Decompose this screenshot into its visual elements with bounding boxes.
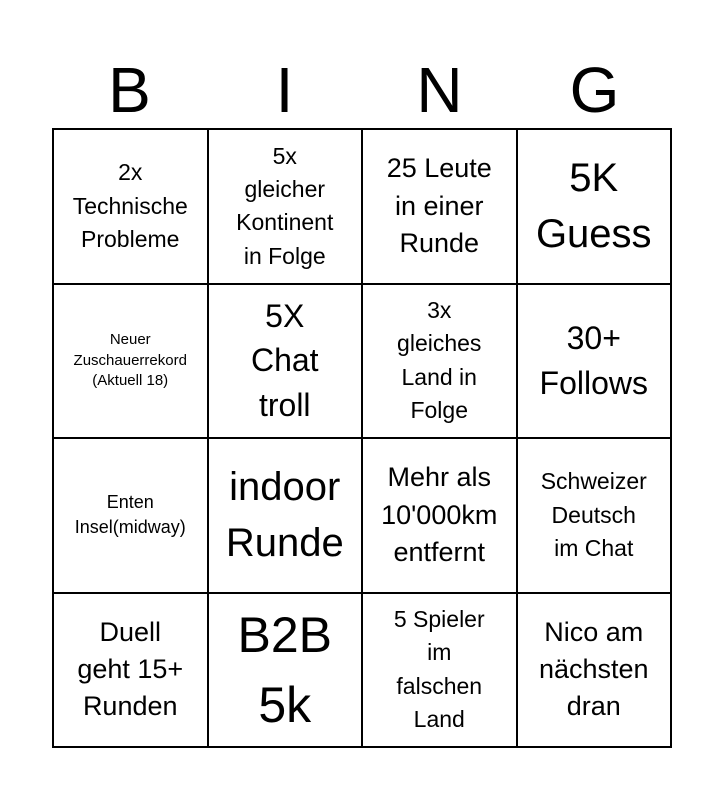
bingo-cell-r3c1[interactable] bbox=[53, 438, 208, 593]
bingo-cell-r3c2[interactable] bbox=[208, 438, 363, 593]
bingo-header bbox=[52, 52, 672, 128]
cell-label: B2B 5k bbox=[237, 606, 332, 733]
bingo-cell-r4c2[interactable] bbox=[208, 593, 363, 748]
bingo-cell-r4c1[interactable] bbox=[53, 593, 208, 748]
cell-label: indoor Runde bbox=[225, 465, 344, 566]
header-letter-g: G bbox=[569, 54, 620, 126]
bingo-cell-r2c2[interactable] bbox=[208, 284, 363, 439]
bingo-grid bbox=[52, 128, 672, 748]
header-letter-b: B bbox=[108, 54, 151, 126]
cell-label: 30+ Follows bbox=[539, 319, 648, 401]
cell-label: 5 Spieler im falschen Land bbox=[393, 606, 485, 733]
bingo-cell-r1c3[interactable] bbox=[362, 129, 517, 284]
bingo-cell-r1c4[interactable] bbox=[517, 129, 672, 284]
cell-label: Duell geht 15+ Runden bbox=[77, 616, 184, 722]
bingo-cell-r2c3[interactable] bbox=[362, 284, 517, 439]
cell-label: Mehr als 10'000km entfernt bbox=[381, 462, 498, 567]
header-letter-i: I bbox=[275, 54, 294, 126]
cell-label: Nico am nächsten dran bbox=[538, 616, 649, 722]
cell-label: 5X Chat troll bbox=[250, 297, 319, 424]
bingo-cell-r3c4[interactable] bbox=[517, 438, 672, 593]
cell-label: Neuer Zuschauerrekord (Aktuell 18) bbox=[73, 331, 187, 389]
cell-label: 5K Guess bbox=[535, 156, 652, 257]
bingo-cell-r4c3[interactable] bbox=[362, 593, 517, 748]
header-letter-n: N bbox=[416, 54, 463, 126]
bingo-cell-r1c1[interactable] bbox=[53, 129, 208, 284]
bingo-cell-r3c3[interactable] bbox=[362, 438, 517, 593]
cell-label: 5x gleicher Kontinent in Folge bbox=[236, 142, 334, 269]
cell-label: 25 Leute in einer Runde bbox=[386, 153, 492, 258]
cell-label: Enten Insel(midway) bbox=[74, 492, 186, 538]
cell-label: Schweizer Deutsch im Chat bbox=[540, 468, 647, 561]
bingo-cell-r4c4[interactable] bbox=[517, 593, 672, 748]
cell-label: 2x Technische Probleme bbox=[72, 159, 188, 252]
bingo-cell-r1c2[interactable] bbox=[208, 129, 363, 284]
bingo-cell-r2c4[interactable] bbox=[517, 284, 672, 439]
cell-label: 3x gleiches Land in Folge bbox=[397, 297, 482, 424]
bingo-cell-r2c1[interactable] bbox=[53, 284, 208, 439]
